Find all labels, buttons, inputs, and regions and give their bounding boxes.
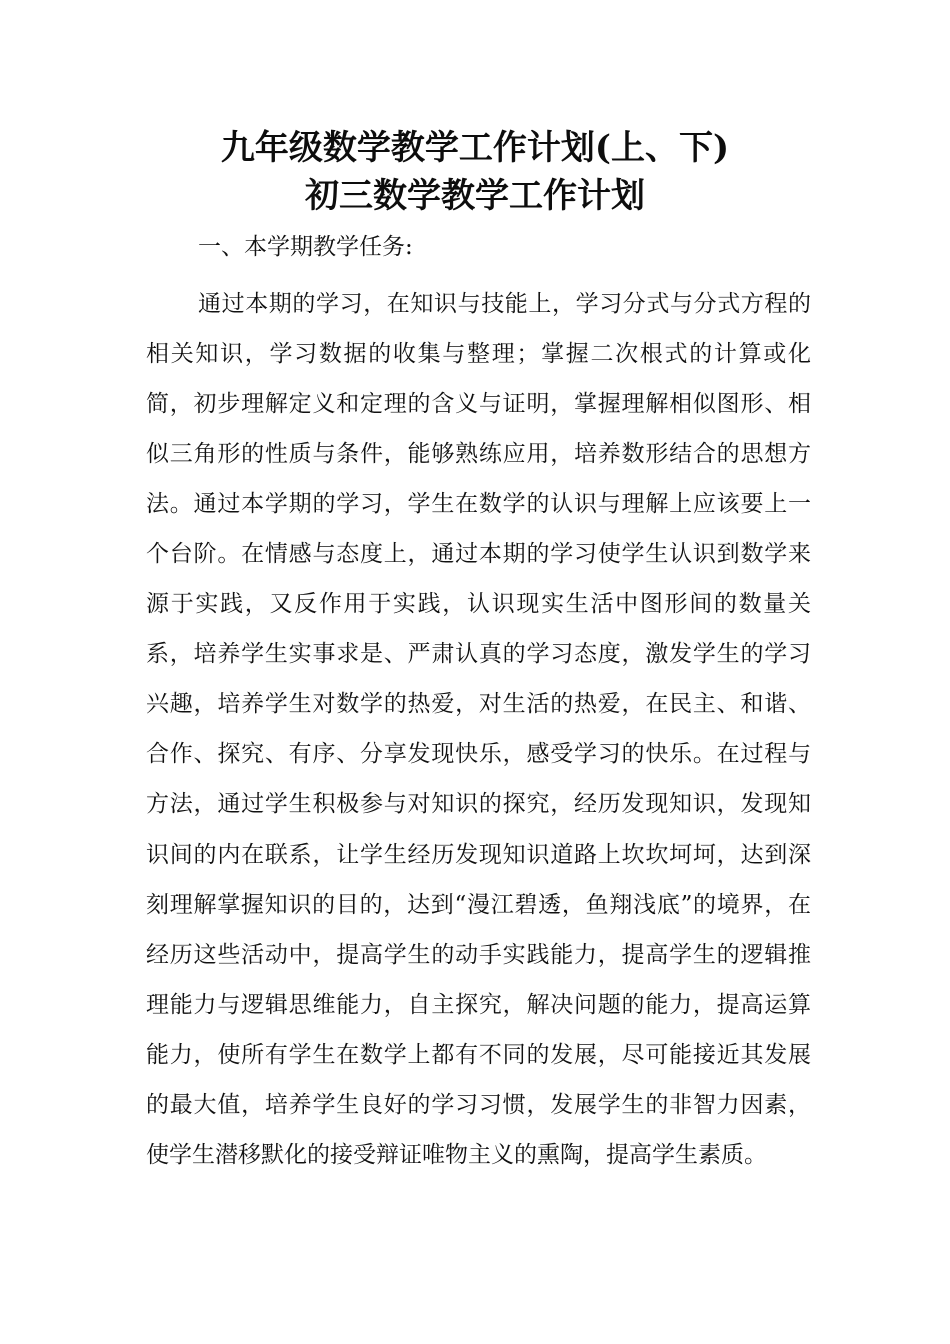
document-subtitle: 初三数学教学工作计划 [305,176,645,216]
document-title: 九年级数学教学工作计划(上、下) [220,128,730,168]
section-heading: 一、本学期教学任务: [198,234,413,260]
body-paragraph: 通过本期的学习，在知识与技能上，学习分式与分式方程的相关知识，学习数据的收集与整理；掌握二次根式的计算或化简，初步理解定义和定理的含义与证明，掌握理解相似图形、相似三角形的性质与条件，能够熟练应用，培养数形结合的思想方法。通过本学期的学习，学生在数学的认识与理解上应该要上一个台阶。在情感与态度上，通过本期的学习使学生认识到数学来源于实践，又反作用于实践，认识现实生活中图形间的数量关系，培养学生实事求是、严肃认真的学习态度，激发学生的学习兴趣，培养学生对数学的热爱，对生活的热爱，在民主、和谐、合作、探究、有序、分享发现快乐，感受学习的快乐。在过程与方法，通过学生积极参与对知识的探究，经历发现知识，发现知识间的内在联系，让学生经历发现知识道路上坎坎坷坷，达到深刻理解掌握知识的目的，达到“漫江碧透，鱼翔浅底”的境界，在经历这些活动中，提高学生的动手实践能力，提高学生的逻辑推理能力与逻辑思维能力，自主探究，解决问题的能力，提高运算能力，使所有学生在数学上都有不同的发展，尽可能接近其发展的最大值，培养学生良好的学习习惯，发展学生的非智力因素，使学生潜移默化的接受辩证唯物主义的熏陶，提高学生素质。 [146,291,811,1168]
